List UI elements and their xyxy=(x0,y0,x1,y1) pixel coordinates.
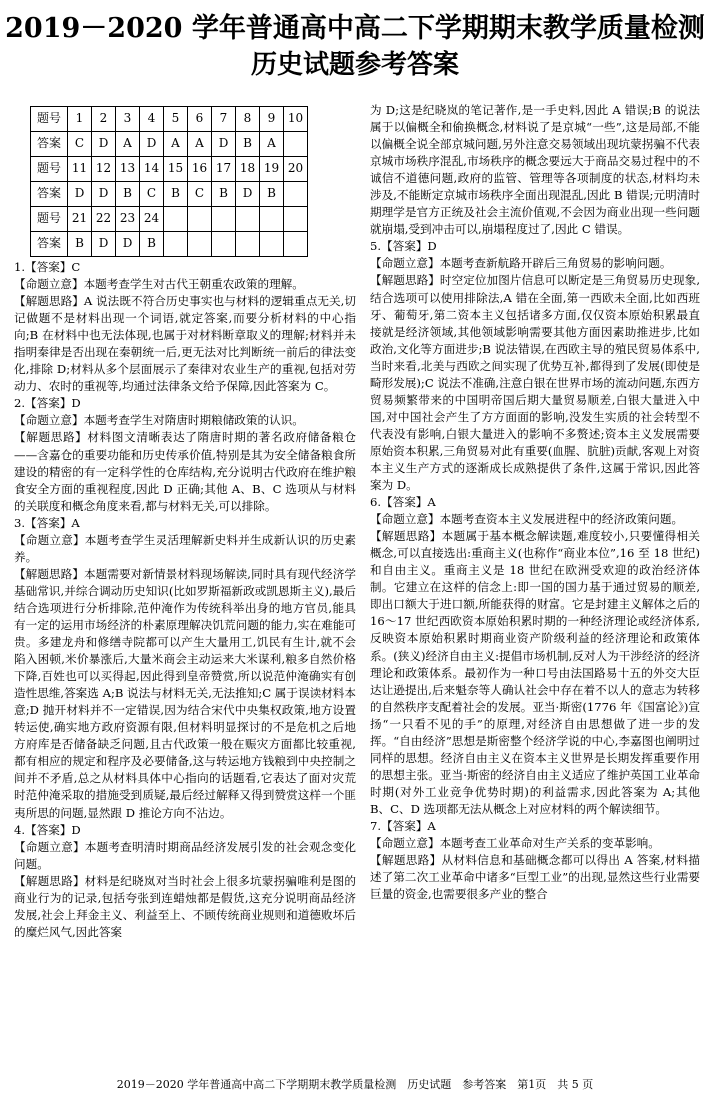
page-footer: 2019－2020 学年普通高中高二下学期期末教学质量检测 历史试题 参考答案 第1页 共 5 页 xyxy=(116,1078,594,1091)
answer-table-cell: B xyxy=(236,132,260,157)
answer-table-cell: D xyxy=(92,132,116,157)
answer-table-row xyxy=(31,207,308,232)
paragraph: 【解题思路】从材料信息和基础概念都可以得出 A 答案,材料描述了第二次工业革命中诸多“巨型工业”的出现,显然这些行业需要巨量的资金,也需要很多产业的整合 xyxy=(370,853,700,902)
answer-table-cell: 11 xyxy=(68,157,92,182)
paragraph: 【命题立意】本题考查明清时期商品经济发展引发的社会观念变化问题。 xyxy=(14,839,356,871)
paragraph: 【命题立意】本题考查新航路开辟后三角贸易的影响问题。 xyxy=(370,256,672,271)
answer-table-cell xyxy=(212,207,236,232)
right-column xyxy=(370,102,700,903)
answer-table-cell: 2 xyxy=(92,107,116,132)
paragraph: 【解题思路】时空定位加图片信息可以断定是三角贸易历史现象,结合选项可以使用排除法,A 错在全面,第一西欧未全面,比如西班牙、葡萄牙,第二资本主义包括诸多方面,仅仅资本原始积累最直接就是经济领域,其他领域影响需要其他方面因素助推进步,比如政治,文化等方面进步;B 说法错误,在西欧主导的殖民贸易体系中,当时来看,北美与西欧之间实现了优势互补,都得到了发展(即使是畸形发展);C 说法不准确,注意白银在世界市场的流动问题,东西方贸易频繁带来的中国明帝国后期大量贸易顺差,白银大量进入中国,对中国社会产生了方方面面的影响,没发生实质的社会转型不代表没有影响,白银大量进入的影响不多赘述;资本主义发展需要原始资本积累,三角贸易对此有重要(血腥、肮脏)贡献,客观上对资本主义生产方式的逐渐成长成熟提供了条件,这属于常识,因此答案为 D。 xyxy=(370,273,700,493)
answer-table-cell: 18 xyxy=(236,157,260,182)
answer-table-cell: 17 xyxy=(212,157,236,182)
answer-table-cell: B xyxy=(140,232,164,257)
answer-table-cell: D xyxy=(140,132,164,157)
right-column-text xyxy=(370,102,700,903)
answer-table-cell: A xyxy=(116,132,140,157)
answer-table-row xyxy=(31,182,308,207)
answer-table-row xyxy=(31,232,308,257)
answer-table-row-label: 答案 xyxy=(31,232,68,257)
paragraph: 【命题立意】本题考查工业革命对生产关系的变革影响。 xyxy=(370,836,660,851)
answer-table-row-label: 题号 xyxy=(31,107,68,132)
paragraph: 【解题思路】材料是纪晓岚对当时社会上很多坑蒙拐骗唯利是图的商业行为的记录,包括夸张到连蜡烛都是假货,这充分说明商品经济发展,社会上拜金主义、利益至上、不顾传统商业规则和道德败坏后的糜烂风气,因此答案 xyxy=(14,873,356,939)
answer-table-cell: 21 xyxy=(68,207,92,232)
answer-table-cell: C xyxy=(68,132,92,157)
answer-table xyxy=(30,106,308,257)
answer-table-cell xyxy=(236,207,260,232)
answer-table-cell xyxy=(284,132,308,157)
document-subtitle: 历史试题参考答案 xyxy=(250,50,459,80)
answer-table-cell xyxy=(236,232,260,257)
paragraph: 【命题立意】本题考查资本主义发展进程中的经济政策问题。 xyxy=(370,512,684,527)
answer-table-cell: A xyxy=(188,132,212,157)
paragraph: 7.【答案】A xyxy=(370,818,436,833)
paragraph: 【命题立意】本题考查学生灵活理解新史料并生成新认识的历史素养。 xyxy=(14,532,356,564)
answer-table-cell: C xyxy=(188,182,212,207)
answer-table-cell xyxy=(284,232,308,257)
answer-table-cell: A xyxy=(164,132,188,157)
answer-table-cell: D xyxy=(116,232,140,257)
paragraph: 为 D;这是纪晓岚的笔记著作,是一手史料,因此 A 错误;B 的说法属于以偏概全和偷换概念,材料说了是京城“一些”,这是局部,不能以偏概全说全部京城问题,另外注意交易领域出现坑蒙拐骗不代表京城市场秩序混乱,市场秩序的概念要远大于商品交易过程中的不诚信不道德问题,政府的监管、管理等各项制度的状态,材料均未涉及,不能断定京城市场秩序全面出现混乱,因此 B 错误;元明清时期理学是官方正统及社会主流价值观,不会因为商业出现一些问题就崩塌,受到冲击可以,崩塌程度过了,因此 C 错误。 xyxy=(370,103,700,237)
paragraph: 【命题立意】本题考查学生对古代王朝重农政策的理解。 xyxy=(14,277,304,292)
left-column xyxy=(14,100,356,941)
answer-table-cell: D xyxy=(92,182,116,207)
answer-table-cell: A xyxy=(260,132,284,157)
answer-table-row-label: 题号 xyxy=(31,157,68,182)
paragraph: 5.【答案】D xyxy=(370,239,437,254)
answer-table-cell: D xyxy=(236,182,260,207)
answer-table-cell: D xyxy=(92,232,116,257)
answer-table-cell: B xyxy=(116,182,140,207)
paragraph: 3.【答案】A xyxy=(14,515,80,530)
answer-table-cell: 19 xyxy=(260,157,284,182)
paragraph: 6.【答案】A xyxy=(370,495,436,510)
answer-table-cell: 14 xyxy=(140,157,164,182)
answer-table-cell xyxy=(260,207,284,232)
answer-table-cell: D xyxy=(212,132,236,157)
answer-table-cell: 15 xyxy=(164,157,188,182)
paragraph: 1.【答案】C xyxy=(14,260,81,274)
answer-table-cell xyxy=(284,207,308,232)
paragraph: 【解题思路】材料图文清晰表达了隋唐时期的著名政府储备粮仓——含嘉仓的重要功能和历史传承价值,特别是其为安全储备粮食所建设的精密的有一定科学性的仓库结构,充分说明古代政府在维护粮食安全方面的重视程度,因此 D 正确;其他 A、B、C 选项从与材料的关联度和概念角度来看,都与材料无关,可以排除。 xyxy=(14,430,356,513)
answer-table-cell: 23 xyxy=(116,207,140,232)
answer-table-cell: 20 xyxy=(284,157,308,182)
answer-table-cell xyxy=(164,232,188,257)
answer-table-cell xyxy=(188,207,212,232)
answer-table-cell: 6 xyxy=(188,107,212,132)
answer-table-cell xyxy=(164,207,188,232)
answer-table-cell: 13 xyxy=(116,157,140,182)
paragraph: 4.【答案】D xyxy=(14,822,81,837)
document-title: 2019－2020 学年普通高中高二下学期期末教学质量检测 xyxy=(5,13,705,44)
paragraph: 【解题思路】A 说法既不符合历史事实也与材料的逻辑重点无关,切记做题不是材料出现一个词语,就定答案,而要分析材料的中心指向;B 在材料中也无法体现,也属于对材料断章取义的理解;材料并未指明秦律是否出现在秦朝统一后,更无法对比判断统一前后的律法变化,排除 D;材料从多个层面展示了秦律对农业生产的重视,包括对劳动力、农时的重视等,均通过法律条文给予保障,因此答案为 C。 xyxy=(14,294,356,394)
answer-table-row-label: 题号 xyxy=(31,207,68,232)
answer-table-cell: D xyxy=(68,182,92,207)
answer-table-cell: B xyxy=(212,182,236,207)
answer-table-cell: 16 xyxy=(188,157,212,182)
answer-table-cell: B xyxy=(68,232,92,257)
paragraph: 【解题思路】本题属于基本概念解读题,难度较小,只要懂得相关概念,可以直接选出:重商主义(也称作“商业本位”,16 至 18 世纪)和自由主义。重商主义是 18 世纪在欧洲受欢迎的政治经济体制。它建立在这样的信念上:即一国的国力基于通过贸易的顺差,即出口额大于进口额,所能获得的财富。它是封建主义解体之后的 16～17 世纪西欧资本原始积累时期的一种经济理论或经济体系,反映资本原始积累时期商业资产阶级利益的经济理论和政策体系。(狭义)经济自由主义:提倡市场机制,反对人为干涉经济的经济理论和政策体系。最初作为一种口号由法国路易十五的外交大臣达让逊提出,后来魁奈等人确认社会中存在着不以人的意志为转移的自然秩序支配着社会的发展。亚当·斯密(1776 年《国富论》)宣扬“一只看不见的手”的原理,对经济自由思想做了进一步的发挥。“自由经济”思想是斯密整个经济学说的中心,李嘉图也阐明过同样的思想。经济自由主义在资本主义世界是长期发挥重要作用的思想主张。亚当·斯密的经济自由主义适应了维护英国工业革命时期(对外工业竞争优势时期)的利益需求,因此答案为 A;其他 B、C、D 选项都无法从概念上对应材料的两个解读细节。 xyxy=(370,529,700,816)
answer-table-cell: 7 xyxy=(212,107,236,132)
answer-table-row-label: 答案 xyxy=(31,132,68,157)
answer-table-cell: 10 xyxy=(284,107,308,132)
answer-table-cell: 1 xyxy=(68,107,92,132)
answer-table-cell xyxy=(188,232,212,257)
answer-table-row xyxy=(31,107,308,132)
left-column-text xyxy=(14,259,356,941)
answer-table-cell: 12 xyxy=(92,157,116,182)
answer-table-row-label: 答案 xyxy=(31,182,68,207)
answer-table-cell: C xyxy=(140,182,164,207)
answer-table-cell: 8 xyxy=(236,107,260,132)
paragraph: 【解题思路】本题需要对新情景材料现场解读,同时具有现代经济学基础常识,并综合调动历史知识(比如罗斯福新政或凯恩斯主义),最后结合选项进行分析排除,范仲淹作为传统科举出身的地方官员,能具有一定的运用市场经济的朴素原理解决饥荒问题的能力,实在难能可贵。多建龙舟和修缮寺院都可以产生大量用工,饥民有生计,就不会陷入困顿,米价暴涨后,大量米商会主动运来大米谋利,粮多自然价格下降,百姓也可以买得起,因此得到皇帝赞赏,所以说范仲淹确实有创造性思维,答案选 A;B 说法与材料无关,无法推知;C 属于误读材料本意;D 抛开材料并不一定错误,因为结合宋代中央集权政策,地方设置转运使,确实地方政府资源有限,但材料明显探讨的不是危机之后地方府库是否储备缺乏问题,且古代政策一般在赈灾方面都比较重视,都有相应的规定和程序及必要储备,这与转运地方钱粮到中央控制之间并不矛盾,总之从材料具体中心指向的话题看,它表达了面对灾荒时范仲淹采取的措施受到质疑,最后经过解释又得到赞赏这样一个匪夷所思的问题,显然跟 D 推论方向不沾边。 xyxy=(14,566,356,820)
answer-table-cell: 24 xyxy=(140,207,164,232)
answer-table-cell: B xyxy=(260,182,284,207)
answer-table-cell: 3 xyxy=(116,107,140,132)
paragraph: 【命题立意】本题考查学生对隋唐时期粮储政策的认识。 xyxy=(14,413,304,428)
answer-table-cell xyxy=(212,232,236,257)
answer-table-cell: 9 xyxy=(260,107,284,132)
answer-table-cell xyxy=(260,232,284,257)
answer-table-row xyxy=(31,132,308,157)
answer-table-cell xyxy=(284,182,308,207)
answer-table-cell: B xyxy=(164,182,188,207)
answer-table-row xyxy=(31,157,308,182)
answer-table-cell: 22 xyxy=(92,207,116,232)
paragraph: 2.【答案】D xyxy=(14,396,81,411)
answer-table-cell: 5 xyxy=(164,107,188,132)
answer-table-cell: 4 xyxy=(140,107,164,132)
